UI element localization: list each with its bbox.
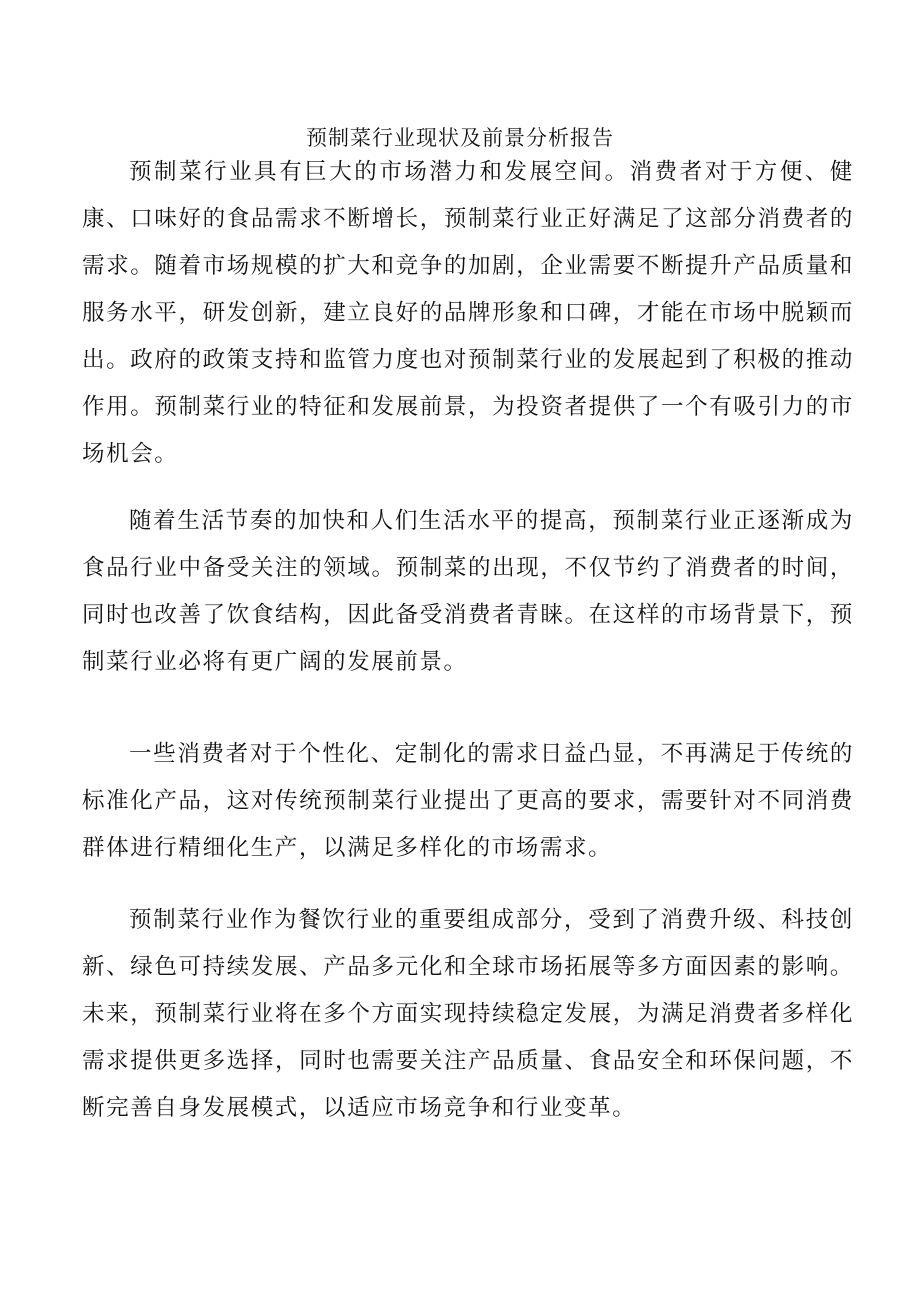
document-title: 预制菜行业现状及前景分析报告 (306, 126, 614, 150)
paragraph-1: 预制菜行业具有巨大的市场潜力和发展空间。消费者对于方便、健康、口味好的食品需求不断增长，预制菜行业正好满足了这部分消费者的需求。随着市场规模的扩大和竞争的加剧，企业需要不断提升产品质量和服务水平，研发创新，建立良好的品牌形象和口碑，才能在市场中脱颖而出。政府的政策支持和监管力度也对预制菜行业的发展起到了积极的推动作用。预制菜行业的特征和发展前景，为投资者提供了一个有吸引力的市场机会。 (82, 159, 854, 467)
paragraph-3: 一些消费者对于个性化、定制化的需求日益凸显，不再满足于传统的标准化产品，这对传统预制菜行业提出了更高的要求，需要针对不同消费群体进行精细化生产，以满足多样化的市场需求。 (82, 741, 854, 861)
paragraph-4: 预制菜行业作为餐饮行业的重要组成部分，受到了消费升级、科技创新、绿色可持续发展、产品多元化和全球市场拓展等多方面因素的影响。未来，预制菜行业将在多个方面实现持续稳定发展，为满足消费者多样化需求提供更多选择，同时也需要关注产品质量、食品安全和环保问题，不断完善自身发展模式，以适应市场竞争和行业变革。 (82, 907, 854, 1121)
paragraph-2: 随着生活节奏的加快和人们生活水平的提高，预制菜行业正逐渐成为食品行业中备受关注的领域。预制菜的出现，不仅节约了消费者的时间，同时也改善了饮食结构，因此备受消费者青睐。在这样的市场背景下，预制菜行业必将有更广阔的发展前景。 (82, 508, 854, 675)
